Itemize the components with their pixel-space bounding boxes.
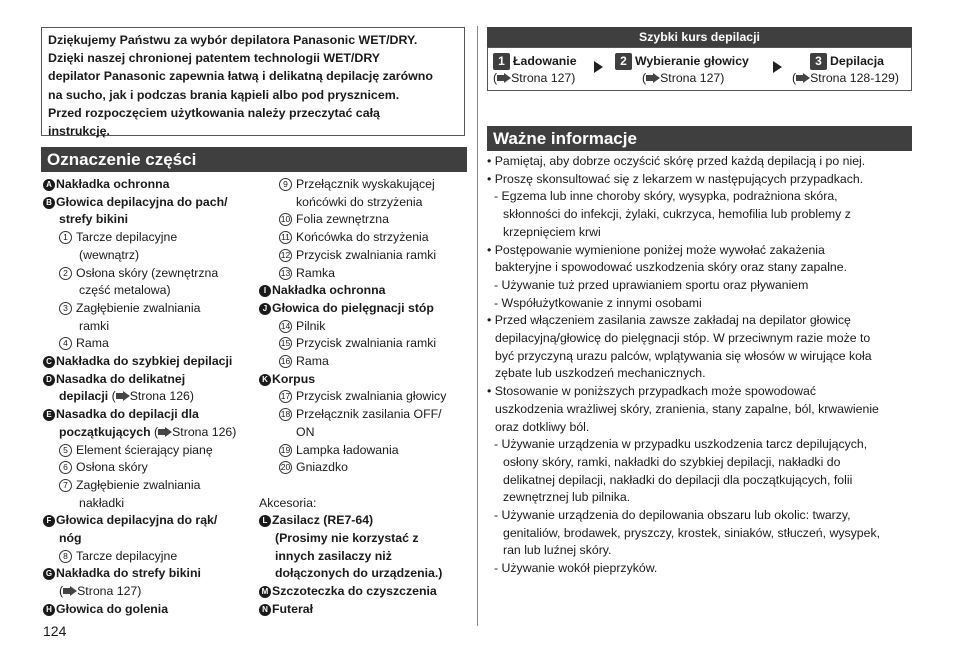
sub-item-cont: delikatnej depilacji, nakładki do depilacji dla początkujących, folii <box>503 472 853 487</box>
badge-g-icon: G <box>43 568 55 580</box>
sub-item-cont: ran lub luźnej skóry. <box>503 543 612 558</box>
num-11-icon: 11 <box>279 231 292 244</box>
item-17: Przycisk zwalniania głowicy <box>296 389 447 404</box>
item-15: Przycisk zwalniania ramki <box>296 336 437 351</box>
bullet-item: • Stosowanie w poniższych przypadkach może spowodować <box>487 384 816 399</box>
page-ref-arrow-icon <box>646 73 660 83</box>
parts-heading: Oznaczenie części <box>41 147 467 172</box>
page-ref-arrow-icon <box>158 427 172 437</box>
sub-item: - Używanie urządzenia w przypadku uszkodzenia tarcz depilujących, <box>494 437 868 452</box>
part-f-cont: nóg <box>59 531 82 546</box>
item-1: Tarcze depilacyjne <box>76 230 178 245</box>
column-divider <box>477 26 478 626</box>
num-15-icon: 15 <box>280 338 291 349</box>
accessories-label: Akcesoria: <box>259 495 317 510</box>
part-l-cont: (Prosimy nie korzystać z <box>275 531 419 546</box>
page-ref: Strona 127) <box>77 584 142 599</box>
part-n: N Futerał <box>259 601 471 619</box>
bullet-item-cont: zębate lub uszkodzeń mechanicznych. <box>495 366 706 381</box>
part-h: H Głowica do golenia <box>43 601 258 619</box>
item-14: Pilnik <box>296 318 326 333</box>
badge-a-icon: A <box>43 179 55 191</box>
item-12: Przycisk zwalniania ramki <box>296 247 437 262</box>
sub-item-cont: skłonności do infekcji, żylaki, cukrzyca, hemofilia lub problemy z <box>503 207 851 222</box>
bullet-item: • Przed włączeniem zasilania zawsze zakładaj na depilator głowicę <box>487 313 851 328</box>
num-8-icon: 8 <box>59 550 72 563</box>
sub-item-cont: osłony skóry, ramki, nakładki do szybkiej depilacji, nakładki do <box>503 454 841 469</box>
part-a: A Nakładka ochronna <box>43 176 258 194</box>
intro-box <box>41 27 465 139</box>
part-c: C Nakładka do szybkiej depilacji <box>43 353 258 371</box>
badge-j-icon: J <box>259 303 271 315</box>
num-10-icon: 10 <box>280 214 291 225</box>
part-b: B Głowica depilacyjna do pach/ <box>43 194 258 212</box>
bullet-item-cont: oraz dotkliwy ból. <box>495 419 590 434</box>
sub-item-cont: zewnętrznej lub pilnika. <box>503 490 631 505</box>
badge-n-icon: N <box>259 604 271 616</box>
num-9-icon: 9 <box>279 178 292 191</box>
num-2-icon: 2 <box>59 267 72 280</box>
num-7-icon: 7 <box>59 479 72 492</box>
bullet-item: • Pamiętaj, aby dobrze oczyścić skórę przed każdą depilacją i po niej. <box>487 154 866 168</box>
intro-line: Dziękujemy Państwu za wybór depilatora Panasonic WET/DRY. <box>48 33 418 47</box>
part-l: L Zasilacz (RE7-64) <box>259 512 471 530</box>
badge-f-icon: F <box>43 515 55 527</box>
sub-item-cont: genitaliów, brodawek, pryszczy, krostek, siniaków, stłuczeń, wysypek, <box>503 525 881 540</box>
item-9-cont: końcówki do strzyżenia <box>296 194 423 209</box>
sub-item-cont: krzepnięciem krwi <box>503 224 601 239</box>
parts-column-right <box>259 176 471 619</box>
step-3-ref: ( Strona 128-129) <box>792 71 899 85</box>
part-l-cont: dołączonych do urządzenia.) <box>275 566 443 581</box>
item-6: Osłona skóry <box>76 460 148 475</box>
item-3: Zagłębienie zwalniania <box>76 300 201 315</box>
step-1-ref: ( Strona 127) <box>493 71 576 85</box>
num-16-icon: 16 <box>280 356 291 367</box>
num-5-icon: 5 <box>59 444 72 457</box>
badge-e-icon: E <box>43 409 55 421</box>
item-1-cont: (wewnątrz) <box>79 247 140 262</box>
part-f: F Głowica depilacyjna do rąk/ <box>43 512 258 530</box>
quick-course-steps <box>487 47 912 91</box>
page-ref: Strona 126) <box>129 389 194 404</box>
sub-item: - Używanie tuż przed uprawianiem sportu oraz pływaniem <box>494 277 809 292</box>
part-j: J Głowica do pielęgnacji stóp <box>259 300 471 318</box>
part-k: K Korpus <box>259 371 471 389</box>
part-m: M Szczoteczka do czyszczenia <box>259 583 471 601</box>
badge-c-icon: C <box>43 356 55 368</box>
bullet-item-cont: depilacyjną/głowicę do pielęgnacji stóp. W przeciwnym razie może to <box>495 331 871 346</box>
sub-item: - Współużytkowanie z innymi osobami <box>494 295 702 310</box>
intro-line: Przed rozpoczęciem użytkowania należy przeczytać całą <box>48 105 380 120</box>
item-16: Rama <box>296 354 329 369</box>
item-7-cont: nakładki <box>79 495 125 510</box>
num-13-icon: 13 <box>280 267 291 278</box>
part-i: I Nakładka ochronna <box>259 282 471 300</box>
badge-l-icon: L <box>259 515 271 527</box>
num-3-icon: 3 <box>59 302 72 315</box>
sub-item: - Egzema lub inne choroby skóry, wysypka, podrażniona skóra, <box>494 189 838 204</box>
num-12-icon: 12 <box>280 249 291 260</box>
item-8: Tarcze depilacyjne <box>76 548 178 563</box>
item-18: Przełącznik zasilania OFF/ <box>296 407 442 422</box>
badge-i-icon: I <box>259 285 271 297</box>
badge-h-icon: H <box>43 604 55 616</box>
step-number: 2 <box>615 53 632 70</box>
page-ref-arrow-icon <box>497 73 511 83</box>
num-20-icon: 20 <box>280 462 291 473</box>
page-ref-arrow-icon <box>796 73 810 83</box>
step-1: 1 Ładowanie <box>493 53 577 70</box>
part-l-cont: innych zasilaczy niż <box>275 548 392 563</box>
item-20: Gniazdko <box>296 460 348 475</box>
page-ref-arrow-icon <box>63 586 77 596</box>
num-14-icon: 14 <box>280 320 291 331</box>
item-13: Ramka <box>296 265 335 280</box>
quick-course-heading: Szybki kurs depilacji <box>487 27 912 47</box>
step-2: 2 Wybieranie głowicy <box>615 53 749 70</box>
num-6-icon: 6 <box>59 461 72 474</box>
num-4-icon: 4 <box>59 337 72 350</box>
item-7: Zagłębienie zwalniania <box>76 477 201 492</box>
badge-k-icon: K <box>259 374 271 386</box>
step-arrow-icon <box>594 61 603 73</box>
page-ref: Strona 126) <box>172 424 237 439</box>
page-ref-arrow-icon <box>116 391 130 401</box>
item-3-cont: ramki <box>79 318 110 333</box>
step-3: 3 Depilacja <box>810 53 884 70</box>
num-18-icon: 18 <box>280 409 291 420</box>
num-1-icon: 1 <box>59 231 72 244</box>
step-arrow-icon <box>773 61 782 73</box>
step-number: 3 <box>810 53 827 70</box>
bullet-item-cont: uszkodzenia wrażliwej skóry, zranienia, stany zapalne, ból, krwawienie <box>495 401 879 416</box>
part-e: E Nasadka do depilacji dla <box>43 406 258 424</box>
intro-line: na sucho, jak i podczas brania kąpieli albo pod prysznicem. <box>48 87 400 102</box>
part-b-cont: strefy bikini <box>59 212 129 227</box>
parts-column-left: A Nakładka ochronna B Głowica depilacyjna do pach/ strefy bikini 1 Tarcze depilacyjne (wewnątrz) 2 Osłona skóry (zewnętrzna część metalowa) 3 Zagłębienie zwalniania ramki 4 Rama C Nakładka do szybkiej depilacji D Nasadka do delikatnej depilacji ( Strona 126) E Nasadka do depilacji dla początkujących ( Strona 126) 5 Element ścierający pianę 6 Osłona skóry 7 Zagłębienie zwalniania nakładki F Głowica depilacyjna do rąk/ nóg 8 Tarcze depilacyjne G Nakładka do strefy bikini ( Strona 127) H Głowica do golenia <box>43 176 258 619</box>
badge-m-icon: M <box>259 586 271 598</box>
intro-line: instrukcję. <box>48 124 110 139</box>
badge-d-icon: D <box>43 374 55 386</box>
bullet-item-cont: być przyczyną urazu palców, wplątywania się włosów w wirujące koła <box>495 348 872 363</box>
item-10: Folia zewnętrzna <box>296 212 389 227</box>
badge-b-icon: B <box>43 197 55 209</box>
bullet-item: • Proszę skonsultować się z lekarzem w następujących przypadkach. <box>487 171 864 186</box>
item-4: Rama <box>76 336 109 351</box>
step-number: 1 <box>493 53 510 70</box>
item-11: Końcówka do strzyżenia <box>296 230 429 245</box>
item-5: Element ścierający pianę <box>76 442 213 457</box>
part-g: G Nakładka do strefy bikini <box>43 565 258 583</box>
important-heading: Ważne informacje <box>487 126 912 151</box>
intro-line: Dzięki naszej chronionej patentem technologii WET/DRY <box>48 51 381 66</box>
item-19: Lampka ładowania <box>296 442 399 457</box>
important-list <box>487 153 912 578</box>
num-17-icon: 17 <box>280 391 291 402</box>
item-2-cont: część metalowa) <box>79 283 171 298</box>
part-d: D Nasadka do delikatnej <box>43 371 258 389</box>
sub-item: - Używanie urządzenia do depilowania obszaru lub okolic: twarzy, <box>494 508 851 523</box>
bullet-item-cont: bakteryjne i spowodować uszkodzenia skóry oraz stany zapalne. <box>495 260 848 275</box>
page-number: 124 <box>43 623 67 639</box>
item-9: Przełącznik wyskakującej <box>296 177 435 191</box>
item-18-cont: ON <box>296 424 315 439</box>
num-19-icon: 19 <box>280 444 291 455</box>
step-2-ref: ( Strona 127) <box>642 71 725 85</box>
intro-line: depilator Panasonic zapewnia łatwą i delikatną depilację zarówno <box>48 69 433 84</box>
item-2: Osłona skóry (zewnętrzna <box>76 265 219 280</box>
sub-item: - Używanie wokół pieprzyków. <box>494 561 658 576</box>
bullet-item: • Postępowanie wymienione poniżej może wywołać zakażenia <box>487 242 825 257</box>
